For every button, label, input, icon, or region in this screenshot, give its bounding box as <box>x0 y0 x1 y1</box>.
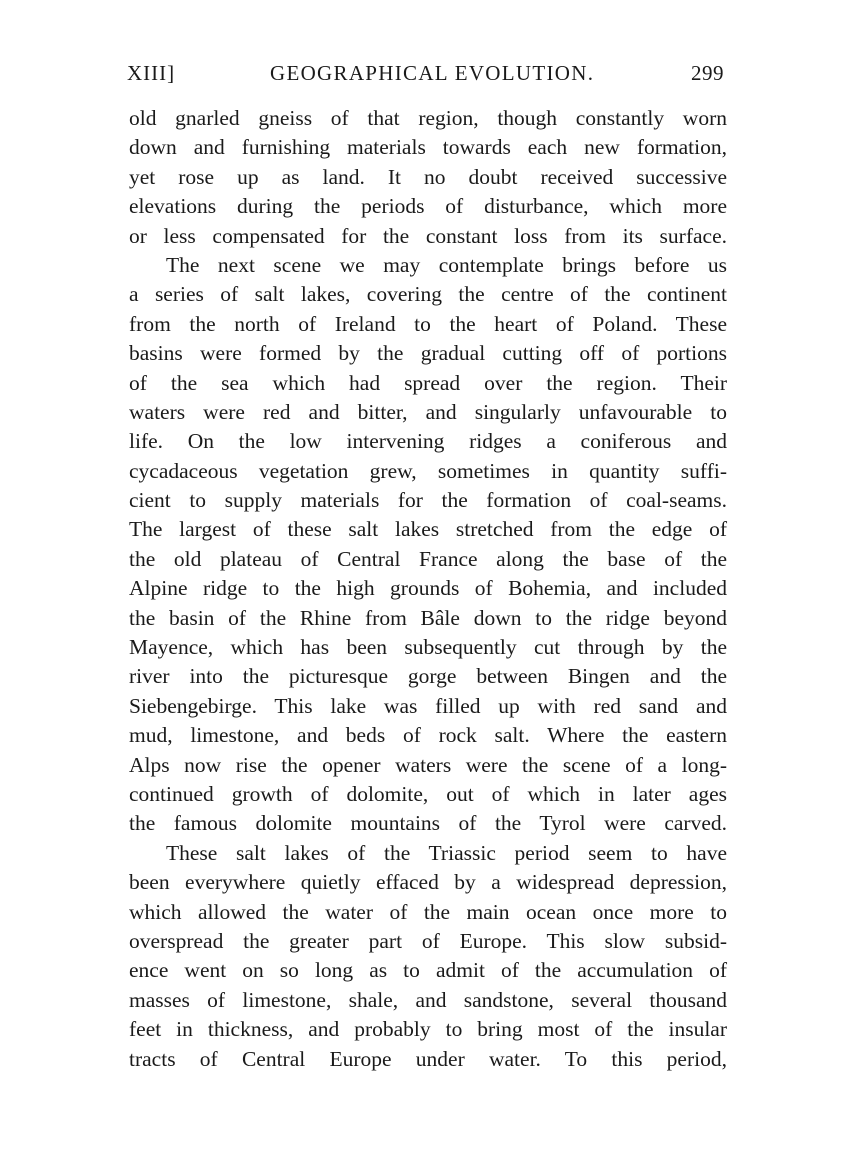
chapter-number: XIII] <box>127 61 176 85</box>
text-line: Alpine ridge to the high grounds of Bohemia, and included <box>129 576 727 601</box>
text-line: Alps now rise the opener waters were the scene of a long- <box>129 752 727 777</box>
text-line: of the sea which had spread over the region. Their <box>129 370 727 395</box>
text-line: feet in thickness, and probably to bring most of the insular <box>129 1017 727 1042</box>
text-line: been everywhere quietly effaced by a widespread depression, <box>129 870 727 895</box>
text-line: the famous dolomite mountains of the Tyrol were carved. <box>129 811 727 836</box>
text-line: basins were formed by the gradual cutting off of portions <box>129 341 727 366</box>
text-line: These salt lakes of the Triassic period seem to have <box>166 840 727 865</box>
text-line: The largest of these salt lakes stretched from the edge of <box>129 517 727 542</box>
text-line: cycadaceous vegetation grew, sometimes in quantity suffi- <box>129 458 727 483</box>
running-head <box>127 58 727 88</box>
text-line: the old plateau of Central France along the base of the <box>129 546 727 571</box>
page-number: 299 <box>691 61 724 85</box>
text-line: elevations during the periods of disturbance, which more <box>129 194 727 219</box>
text-line: The next scene we may contemplate brings before us <box>166 252 727 277</box>
text-line: tracts of Central Europe under water. To this period, <box>129 1046 727 1071</box>
text-line: cient to supply materials for the formation of coal-seams. <box>129 488 727 513</box>
text-line: continued growth of dolomite, out of which in later ages <box>129 781 727 806</box>
text-line: mud, limestone, and beds of rock salt. Where the eastern <box>129 723 727 748</box>
text-line: the basin of the Rhine from Bâle down to the ridge beyond <box>129 605 727 630</box>
text-line: masses of limestone, shale, and sandstone, several thousand <box>129 987 727 1012</box>
text-line: yet rose up as land. It no doubt received successive <box>129 164 727 189</box>
text-line: ence went on so long as to admit of the accumulation of <box>129 958 727 983</box>
text-line: old gnarled gneiss of that region, though constantly worn <box>129 106 727 130</box>
text-line: life. On the low intervening ridges a coniferous and <box>129 429 727 454</box>
text-line: down and furnishing materials towards each new formation, <box>129 135 727 160</box>
text-line: Siebengebirge. This lake was filled up with red sand and <box>129 693 727 718</box>
text-line: Mayence, which has been subsequently cut through by the <box>129 635 727 660</box>
text-line: or less compensated for the constant loss from its surface. <box>129 223 727 248</box>
body-text <box>129 104 727 1074</box>
text-line: which allowed the water of the main ocean once more to <box>129 899 727 924</box>
text-line: river into the picturesque gorge between Bingen and the <box>129 664 727 689</box>
text-line: waters were red and bitter, and singularly unfavourable to <box>129 399 727 424</box>
running-title: GEOGRAPHICAL EVOLUTION. <box>270 61 595 85</box>
text-line: a series of salt lakes, covering the centre of the continent <box>129 282 727 307</box>
text-line: overspread the greater part of Europe. This slow subsid- <box>129 928 727 953</box>
text-line: from the north of Ireland to the heart of Poland. These <box>129 311 727 336</box>
